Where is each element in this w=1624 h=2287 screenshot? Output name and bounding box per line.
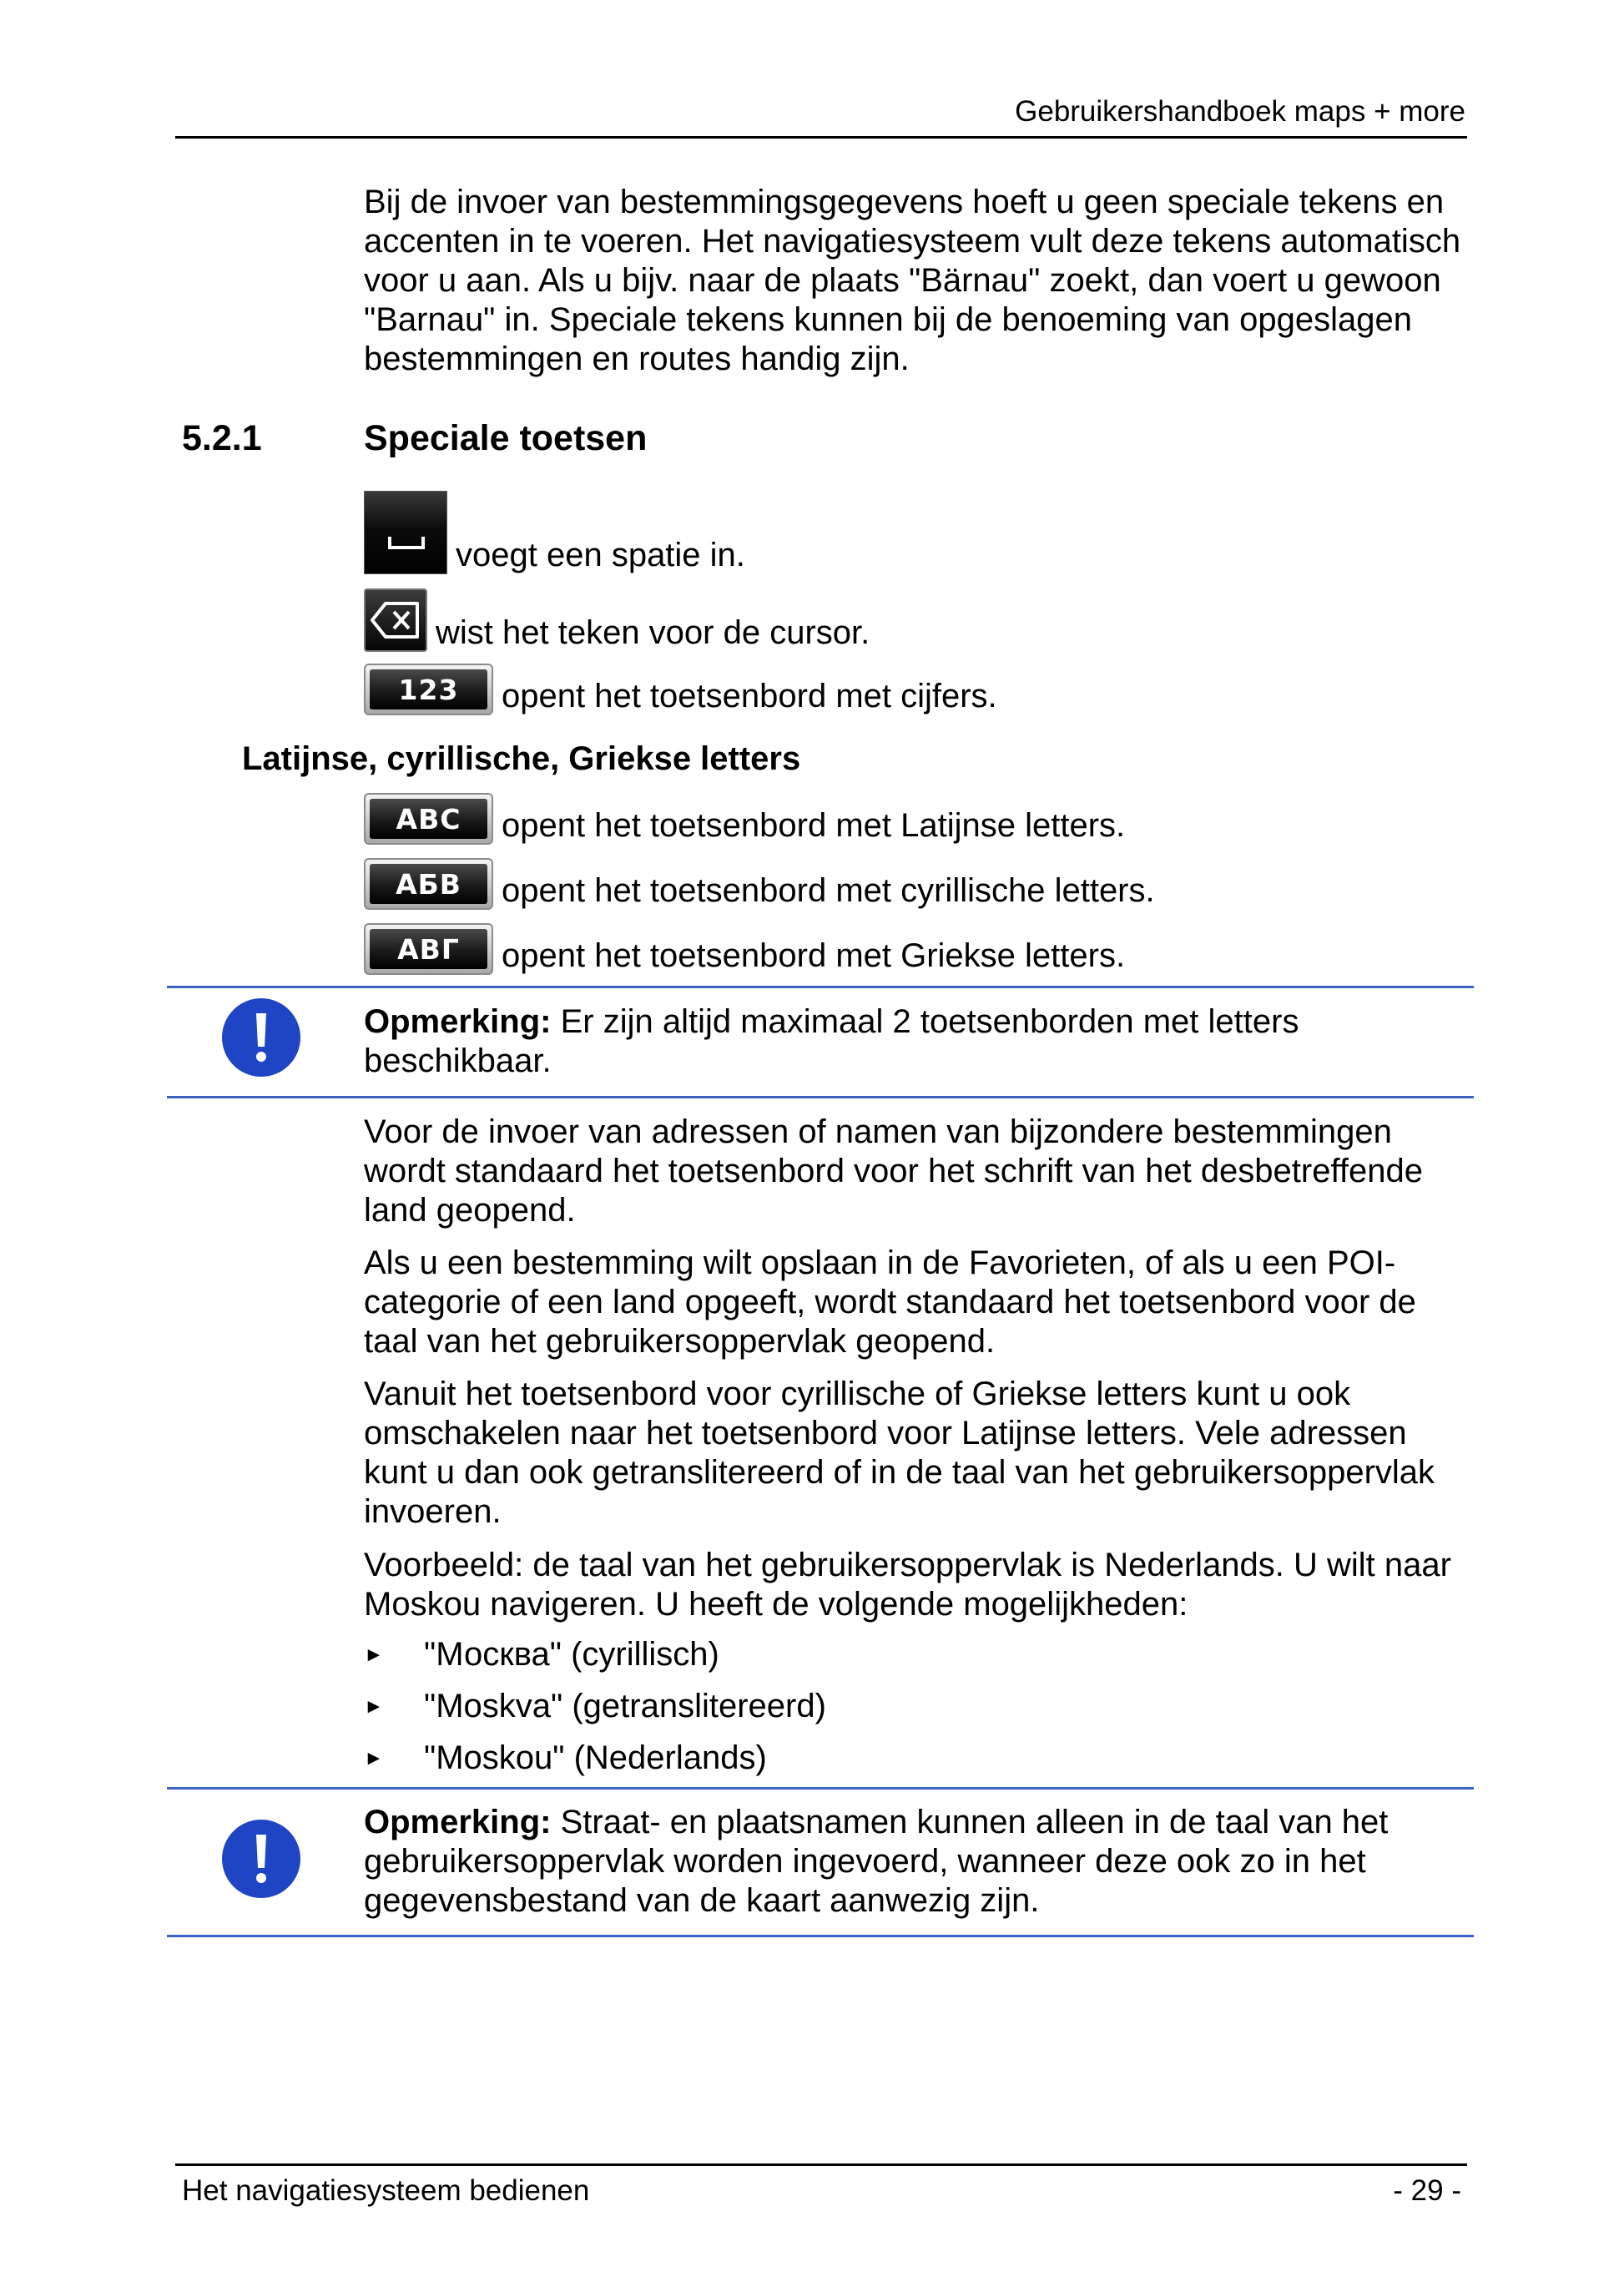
special-key-desc: wist het teken voor de cursor. [436,614,870,651]
page-number: - 29 - [1393,2174,1461,2207]
letter-key-row-greek [364,923,1125,975]
section-title: Speciale toetsen [364,418,648,458]
numbers-key-icon [364,664,493,715]
triangle-bullet-icon: ► [364,1694,384,1718]
letter-key-row-cyrillic [364,858,1155,910]
space-key-icon [364,491,447,574]
page-header-title: Gebruikershandboek maps + more [1015,95,1465,128]
special-key-desc: opent het toetsenbord met cijfers. [502,678,997,714]
letter-key-desc: opent het toetsenbord met cyrillische letters. [502,872,1155,909]
list-item [364,1636,719,1674]
latin-key-icon [364,793,493,845]
paragraph: Voorbeeld: de taal van het gebruikersoppervlak is Nederlands. U wilt naar Moskou navigeren. U heeft de volgende mogelijkheden: [364,1547,1451,1623]
note-text [364,1803,1465,1921]
cyrillic-key-icon [364,858,493,910]
section-number: 5.2.1 [182,418,262,458]
exclamation-icon [222,1820,300,1898]
list-item [364,1739,767,1777]
header-divider [175,136,1467,139]
list-item [364,1688,826,1725]
intro-paragraph: Bij de invoer van bestemmingsgegevens hoeft u geen speciale tekens en accenten in te voeren. Het navigatiesysteem vult deze tekens automatisch voor u aan. Als u bijv. naar de plaats "Bärnau" zoekt, dan voert u gewoon "Barnau" in. Speciale tekens kunnen bij de benoeming van opgeslagen bestemmingen en routes handig zijn. [364,184,1461,377]
note-divider-top [167,1787,1474,1790]
special-key-row-numbers [364,664,997,715]
key-label: ABC [370,799,487,839]
special-key-row-space [364,491,745,574]
note-divider-top [167,986,1474,988]
note-text [364,1002,1465,1081]
letter-key-row-latin [364,793,1125,845]
backspace-key-icon [364,588,427,652]
list-item-text: "Москва" (cyrillisch) [424,1636,719,1673]
letter-key-desc: opent het toetsenbord met Latijnse letters. [502,807,1126,844]
special-key-desc: voegt een spatie in. [456,537,745,573]
key-label: ΑΒΓ [370,929,487,969]
note-label: Opmerking: [364,1003,552,1040]
exclamation-icon [222,998,300,1077]
triangle-bullet-icon: ► [364,1643,384,1666]
paragraph: Voor de invoer van adressen of namen van bijzondere bestemmingen wordt standaard het toetsenbord voor het schrift van het desbetreffende land geopend. [364,1113,1423,1229]
note-body: Er zijn altijd maximaal 2 toetsenborden met letters beschikbaar. [364,1003,1299,1079]
key-label: АБВ [370,864,487,904]
list-item-text: "Moskva" (getranslitereerd) [424,1688,826,1724]
note-body: Straat- en plaatsnamen kunnen alleen in de taal van het gebruikersoppervlak worden ingevoerd, wanneer deze ook zo in het gegevensbestand van de kaart aanwezig zijn. [364,1804,1389,1919]
key-label: 123 [370,669,487,709]
paragraph: Vanuit het toetsenbord voor cyrillische of Griekse letters kunt u ook omschakelen naar het toetsenbord voor Latijnse letters. Vele adressen kunt u dan ook getranslitereerd of in de taal van het gebruikersoppervlak invoeren. [364,1376,1435,1530]
note-divider-bottom [167,1935,1474,1937]
triangle-bullet-icon: ► [364,1746,384,1770]
footer-chapter-title: Het navigatiesysteem bedienen [182,2174,590,2207]
note-label: Opmerking: [364,1804,552,1840]
footer-divider [175,2163,1467,2166]
special-key-row-backspace [364,588,870,652]
letter-key-desc: opent het toetsenbord met Griekse letters. [502,937,1126,974]
paragraph: Als u een bestemming wilt opslaan in de Favorieten, of als u een POI-categorie of een land opgeeft, wordt standaard het toetsenbord voor de taal van het gebruikersoppervlak geopend. [364,1244,1416,1360]
list-item-text: "Moskou" (Nederlands) [424,1739,767,1776]
letters-heading: Latijnse, cyrillische, Griekse letters [242,740,801,777]
greek-key-icon [364,923,493,975]
note-divider-bottom [167,1096,1474,1098]
